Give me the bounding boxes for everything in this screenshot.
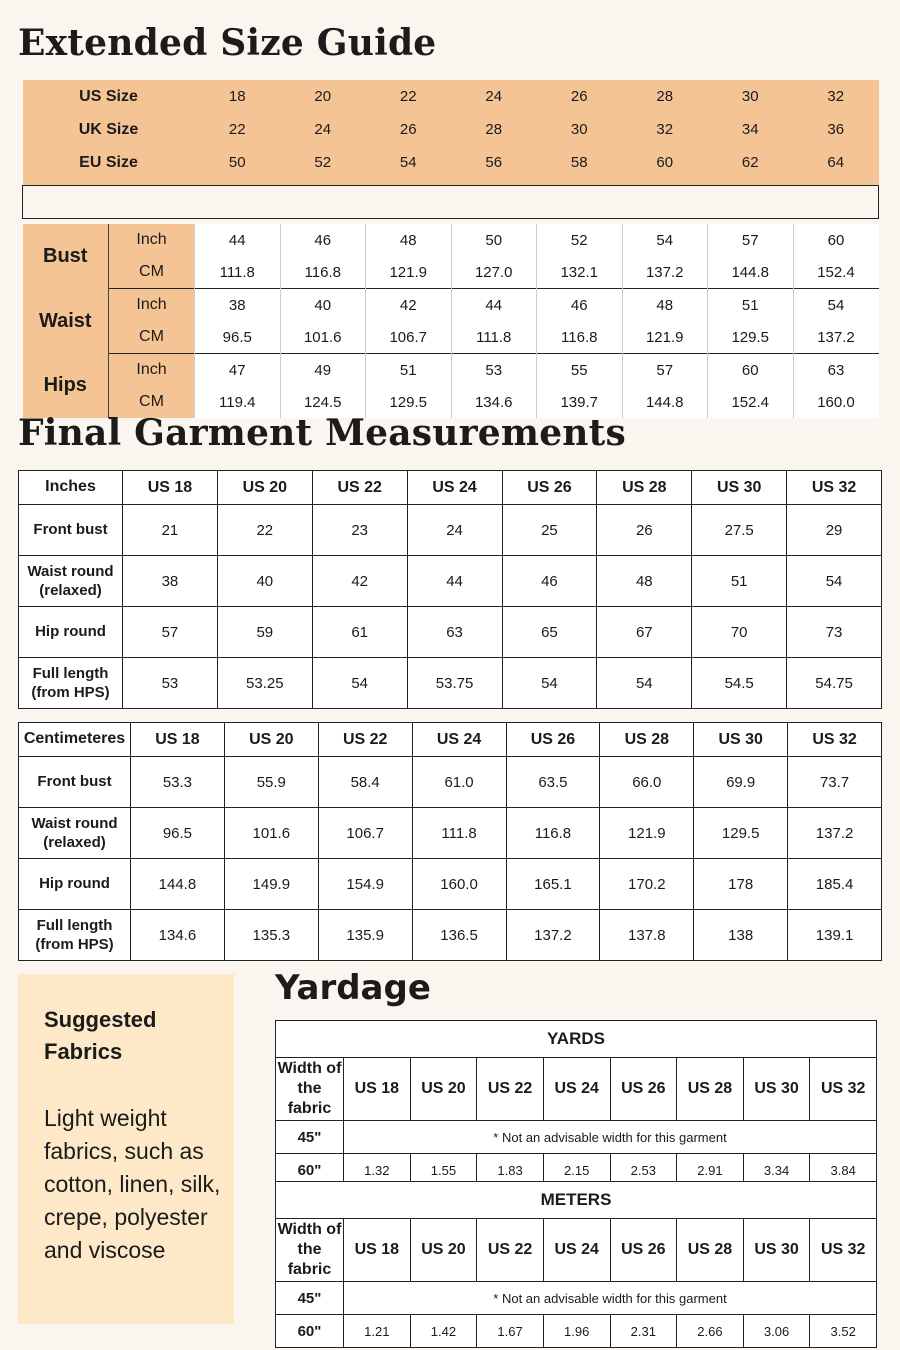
yardage-value: 3.34: [743, 1154, 810, 1187]
not-advisable-note: * Not an advisable width for this garment: [344, 1121, 877, 1154]
value-cell: 61.0: [412, 757, 506, 808]
unit-cm-label: CM: [109, 256, 195, 289]
size-header: US 30: [694, 723, 788, 757]
value-cell: 154.9: [318, 859, 412, 910]
garment-cm-table: [18, 722, 882, 961]
value-cell: 38: [123, 556, 218, 607]
yardage-value: 3.84: [810, 1154, 877, 1187]
yardage-value: 2.66: [677, 1315, 744, 1348]
row-label-line: (from HPS): [35, 936, 114, 953]
measure-cell: 38: [195, 289, 281, 322]
header-row: [19, 471, 882, 505]
size-row: [23, 113, 879, 146]
row-label-line: (relaxed): [43, 834, 106, 851]
width-label-line: the fabric: [287, 1080, 332, 1117]
measure-row-inch: [23, 289, 879, 322]
measure-cell: 116.8: [537, 321, 623, 354]
yardage-value: 2.53: [610, 1154, 677, 1187]
size-cell: 30: [708, 80, 794, 113]
size-cell: 28: [451, 113, 537, 146]
size-cell: 22: [195, 113, 281, 146]
size-header: US 30: [692, 471, 787, 505]
size-cell: 24: [280, 113, 366, 146]
size-cell: 18: [195, 80, 281, 113]
size-header: US 32: [788, 723, 882, 757]
size-cell: 34: [708, 113, 794, 146]
measure-cell: 139.7: [537, 386, 623, 418]
row-label: [19, 505, 123, 556]
value-cell: 65: [502, 607, 597, 658]
yardage-caption: METERS: [276, 1182, 877, 1219]
value-cell: 22: [217, 505, 312, 556]
measure-row-inch: [23, 354, 879, 387]
measure-cell: 60: [793, 224, 879, 256]
suggested-fabrics-box: [18, 974, 234, 1324]
value-cell: 63: [407, 607, 502, 658]
value-cell: 54: [312, 658, 407, 709]
measure-cell: 116.8: [280, 256, 366, 289]
value-cell: 53.75: [407, 658, 502, 709]
measure-row-inch: [23, 224, 879, 256]
size-header: US 24: [543, 1058, 610, 1121]
measure-cell: 53: [451, 354, 537, 387]
table-row: [19, 910, 882, 961]
measure-cell: 60: [708, 354, 794, 387]
row-label-line: Full length: [32, 664, 109, 682]
measure-cell: 63: [793, 354, 879, 387]
value-cell: 40: [217, 556, 312, 607]
row-label: [19, 757, 131, 808]
row-label-line: (relaxed): [39, 582, 102, 599]
measure-cell: 129.5: [708, 321, 794, 354]
width-label-line: the fabric: [287, 1241, 332, 1278]
measure-cell: 46: [537, 289, 623, 322]
size-header: US 32: [787, 471, 882, 505]
measure-cell: 121.9: [622, 321, 708, 354]
measure-cell: 137.2: [793, 321, 879, 354]
header-row: [19, 723, 882, 757]
row-label-line: (from HPS): [31, 684, 110, 701]
value-cell: 185.4: [788, 859, 882, 910]
width-label-line: Width of: [277, 1060, 342, 1077]
row-label: [19, 556, 123, 607]
size-header: US 28: [677, 1058, 744, 1121]
value-cell: 53.25: [217, 658, 312, 709]
value-cell: 57: [123, 607, 218, 658]
caption-row: [276, 1182, 877, 1219]
value-cell: 116.8: [506, 808, 600, 859]
blank-separator-row: [23, 186, 879, 219]
size-header: US 22: [312, 471, 407, 505]
value-cell: 96.5: [131, 808, 225, 859]
measure-cell: 48: [366, 224, 452, 256]
value-cell: 134.6: [131, 910, 225, 961]
size-guide-title: Extended Size Guide: [18, 22, 437, 64]
value-cell: 27.5: [692, 505, 787, 556]
measure-cell: 160.0: [793, 386, 879, 418]
value-cell: 106.7: [318, 808, 412, 859]
measure-row-cm: [23, 256, 879, 289]
value-cell: 29: [787, 505, 882, 556]
width-label: [276, 1219, 344, 1282]
size-cell: 22: [366, 80, 452, 113]
yardage-value: 2.15: [543, 1154, 610, 1187]
size-cell: 20: [280, 80, 366, 113]
size-row: [23, 80, 879, 113]
size-header: US 24: [543, 1219, 610, 1282]
measure-cell: 132.1: [537, 256, 623, 289]
yardage-yards-table: [275, 1020, 877, 1187]
size-header: US 20: [410, 1058, 477, 1121]
unit-corner-label: Inches: [19, 471, 123, 505]
unit-inch-label: Inch: [109, 354, 195, 387]
yardage-title: Yardage: [275, 968, 431, 1008]
value-cell: 44: [407, 556, 502, 607]
measure-cell: 46: [280, 224, 366, 256]
measure-cell: 119.4: [195, 386, 281, 418]
header-row: [276, 1058, 877, 1121]
size-cell: 62: [708, 146, 794, 179]
value-cell: 129.5: [694, 808, 788, 859]
table-row: [19, 859, 882, 910]
size-row-label: UK Size: [23, 113, 195, 146]
value-cell: 53.3: [131, 757, 225, 808]
value-cell: 121.9: [600, 808, 694, 859]
yardage-value: 1.32: [344, 1154, 411, 1187]
value-cell: 59: [217, 607, 312, 658]
row-45: [276, 1282, 877, 1315]
value-cell: 73: [787, 607, 882, 658]
value-cell: 165.1: [506, 859, 600, 910]
garment-title: Final Garment Measurements: [18, 412, 626, 454]
size-cell: 50: [195, 146, 281, 179]
measure-cell: 134.6: [451, 386, 537, 418]
size-header: US 22: [477, 1219, 544, 1282]
value-cell: 144.8: [131, 859, 225, 910]
value-cell: 48: [597, 556, 692, 607]
width-label-line: Width of: [277, 1221, 342, 1238]
value-cell: 149.9: [224, 859, 318, 910]
size-cell: 32: [793, 80, 879, 113]
table-row: [19, 505, 882, 556]
size-row: [23, 146, 879, 179]
row-label: [19, 808, 131, 859]
size-header: US 18: [344, 1219, 411, 1282]
measure-cell: 57: [708, 224, 794, 256]
size-cell: 32: [622, 113, 708, 146]
measure-cell: 111.8: [195, 256, 281, 289]
size-cell: 24: [451, 80, 537, 113]
measure-cell: 106.7: [366, 321, 452, 354]
yardage-value: 3.52: [810, 1315, 877, 1348]
value-cell: 46: [502, 556, 597, 607]
measure-cell: 127.0: [451, 256, 537, 289]
unit-cm-label: CM: [109, 386, 195, 418]
measure-cell: 144.8: [622, 386, 708, 418]
yardage-value: 1.42: [410, 1315, 477, 1348]
measure-label-bust: Bust: [23, 224, 109, 289]
measure-cell: 44: [451, 289, 537, 322]
row-label: [19, 607, 123, 658]
size-header: US 30: [743, 1219, 810, 1282]
value-cell: 138: [694, 910, 788, 961]
value-cell: 54: [502, 658, 597, 709]
value-cell: 21: [123, 505, 218, 556]
row-label-line: Front bust: [37, 773, 112, 791]
suggested-fabrics-text: Light weight fabrics, such as cotton, linen, silk, crepe, polyester and viscose: [44, 1105, 221, 1263]
size-header: US 28: [677, 1219, 744, 1282]
measure-cell: 121.9: [366, 256, 452, 289]
unit-corner-label: Centimeteres: [19, 723, 131, 757]
width-label: [276, 1058, 344, 1121]
suggested-fabrics-title: Suggested Fabrics: [44, 1007, 157, 1064]
value-cell: 24: [407, 505, 502, 556]
measure-cell: 44: [195, 224, 281, 256]
value-cell: 54.75: [787, 658, 882, 709]
value-cell: 170.2: [600, 859, 694, 910]
value-cell: 137.2: [788, 808, 882, 859]
value-cell: 55.9: [224, 757, 318, 808]
value-cell: 101.6: [224, 808, 318, 859]
header-row: [276, 1219, 877, 1282]
size-row-label: EU Size: [23, 146, 195, 179]
value-cell: 160.0: [412, 859, 506, 910]
value-cell: 25: [502, 505, 597, 556]
measure-cell: 42: [366, 289, 452, 322]
value-cell: 54: [597, 658, 692, 709]
size-cell: 60: [622, 146, 708, 179]
row-label-line: Hip round: [39, 875, 110, 893]
measure-cell: 54: [622, 224, 708, 256]
yardage-value: 3.06: [743, 1315, 810, 1348]
unit-inch-label: Inch: [109, 289, 195, 322]
measure-cell: 101.6: [280, 321, 366, 354]
measure-cell: 129.5: [366, 386, 452, 418]
size-header: US 18: [131, 723, 225, 757]
measure-label-hips: Hips: [23, 354, 109, 419]
value-cell: 136.5: [412, 910, 506, 961]
measure-cell: 48: [622, 289, 708, 322]
caption-row: [276, 1021, 877, 1058]
size-cell: 36: [793, 113, 879, 146]
yardage-value: 1.67: [477, 1315, 544, 1348]
size-header: US 18: [123, 471, 218, 505]
value-cell: 139.1: [788, 910, 882, 961]
table-row: [19, 556, 882, 607]
measure-cell: 50: [451, 224, 537, 256]
value-cell: 51: [692, 556, 787, 607]
table-row: [19, 658, 882, 709]
size-header: US 28: [600, 723, 694, 757]
row-label-line: Full length: [36, 916, 113, 934]
value-cell: 111.8: [412, 808, 506, 859]
measure-cell: 152.4: [708, 386, 794, 418]
size-header: US 20: [410, 1219, 477, 1282]
row-label: [19, 658, 123, 709]
width-45-label: 45": [276, 1282, 344, 1315]
size-header: US 22: [318, 723, 412, 757]
width-60-label: 60": [276, 1154, 344, 1187]
value-cell: 66.0: [600, 757, 694, 808]
size-cell: 56: [451, 146, 537, 179]
size-header: US 24: [412, 723, 506, 757]
yardage-value: 1.96: [543, 1315, 610, 1348]
value-cell: 73.7: [788, 757, 882, 808]
size-cell: 26: [537, 80, 623, 113]
value-cell: 42: [312, 556, 407, 607]
size-header: US 26: [610, 1058, 677, 1121]
value-cell: 61: [312, 607, 407, 658]
yardage-value: 1.83: [477, 1154, 544, 1187]
value-cell: 135.9: [318, 910, 412, 961]
row-60: [276, 1315, 877, 1348]
size-header: US 22: [477, 1058, 544, 1121]
row-45: [276, 1121, 877, 1154]
size-header: US 26: [506, 723, 600, 757]
measure-label-waist: Waist: [23, 289, 109, 354]
width-60-label: 60": [276, 1315, 344, 1348]
value-cell: 137.8: [600, 910, 694, 961]
value-cell: 70: [692, 607, 787, 658]
width-45-label: 45": [276, 1121, 344, 1154]
row-label-line: Waist round: [27, 562, 114, 580]
size-guide-table: [22, 80, 879, 418]
size-header: US 32: [810, 1219, 877, 1282]
measure-cell: 54: [793, 289, 879, 322]
row-label: [19, 910, 131, 961]
size-cell: 64: [793, 146, 879, 179]
value-cell: 63.5: [506, 757, 600, 808]
size-row-label: US Size: [23, 80, 195, 113]
yardage-meters-table: [275, 1181, 877, 1348]
row-label-line: Front bust: [33, 521, 108, 539]
value-cell: 137.2: [506, 910, 600, 961]
measure-cell: 144.8: [708, 256, 794, 289]
row-label: [19, 859, 131, 910]
measure-cell: 152.4: [793, 256, 879, 289]
value-cell: 54: [787, 556, 882, 607]
measure-cell: 124.5: [280, 386, 366, 418]
yardage-caption: YARDS: [276, 1021, 877, 1058]
size-header: US 26: [502, 471, 597, 505]
table-row: [19, 808, 882, 859]
table-row: [19, 607, 882, 658]
yardage-value: 1.55: [410, 1154, 477, 1187]
value-cell: 26: [597, 505, 692, 556]
size-cell: 52: [280, 146, 366, 179]
size-header: US 30: [743, 1058, 810, 1121]
table-row: [19, 757, 882, 808]
size-cell: 28: [622, 80, 708, 113]
row-label-line: Hip round: [35, 623, 106, 641]
size-cell: 58: [537, 146, 623, 179]
value-cell: 58.4: [318, 757, 412, 808]
measure-row-cm: [23, 321, 879, 354]
not-advisable-note: * Not an advisable width for this garment: [344, 1282, 877, 1315]
value-cell: 23: [312, 505, 407, 556]
size-header: US 24: [407, 471, 502, 505]
measure-cell: 49: [280, 354, 366, 387]
value-cell: 135.3: [224, 910, 318, 961]
size-header: US 32: [810, 1058, 877, 1121]
measure-cell: 52: [537, 224, 623, 256]
unit-cm-label: CM: [109, 321, 195, 354]
measure-cell: 137.2: [622, 256, 708, 289]
measure-cell: 51: [366, 354, 452, 387]
value-cell: 69.9: [694, 757, 788, 808]
size-header: US 18: [344, 1058, 411, 1121]
measure-cell: 111.8: [451, 321, 537, 354]
measure-cell: 51: [708, 289, 794, 322]
measure-cell: 96.5: [195, 321, 281, 354]
yardage-value: 2.31: [610, 1315, 677, 1348]
value-cell: 54.5: [692, 658, 787, 709]
yardage-value: 2.91: [677, 1154, 744, 1187]
size-cell: 54: [366, 146, 452, 179]
measure-cell: 47: [195, 354, 281, 387]
measure-cell: 40: [280, 289, 366, 322]
size-header: US 20: [224, 723, 318, 757]
measure-cell: 55: [537, 354, 623, 387]
size-header: US 20: [217, 471, 312, 505]
size-header: US 26: [610, 1219, 677, 1282]
garment-inches-table: [18, 470, 882, 709]
value-cell: 53: [123, 658, 218, 709]
measure-cell: 57: [622, 354, 708, 387]
yardage-value: 1.21: [344, 1315, 411, 1348]
size-cell: 26: [366, 113, 452, 146]
value-cell: 178: [694, 859, 788, 910]
size-cell: 30: [537, 113, 623, 146]
row-label-line: Waist round: [31, 814, 118, 832]
unit-inch-label: Inch: [109, 224, 195, 256]
value-cell: 67: [597, 607, 692, 658]
size-header: US 28: [597, 471, 692, 505]
